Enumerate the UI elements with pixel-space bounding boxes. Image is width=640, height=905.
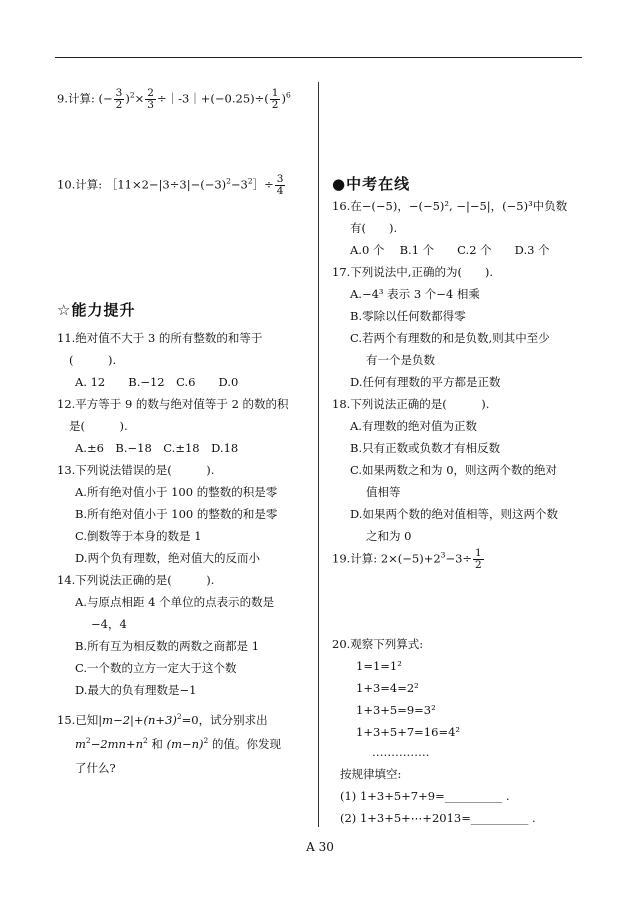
question-13-option-d: D.两个负有理数，绝对值大的反而小 [75,551,260,565]
question-10: 10.计算: $[11\times 2-|3\div 3|-(-3)^2-3^2]\div$ $\frac{3}{4}$ [57,173,284,197]
question-17-option-d: D.任何有理数的平方都是正数 [350,375,501,389]
question-17-option-b: B.零除以任何数都得零 [350,309,466,323]
question-18-option-b: B.只有正数或负数才有相反数 [350,441,501,455]
question-12-stem: 12.平方等于 9 的数与绝对值等于 2 的数的积 [57,397,289,411]
question-14-option-a: A.与原点相距 4 个单位的点表示的数是 [75,595,275,609]
fraction: $\frac{2}{3}$ [147,87,154,111]
section-title-exam: ●中考在线 [332,175,411,193]
question-17-option-a: A.−4³ 表示 3 个−4 相乘 [350,287,480,301]
section-title-ability: ☆能力提升 [57,301,136,319]
column-divider [318,82,319,827]
question-12-options: A.±6 B.−18 C.±18 D.18 [75,441,239,455]
fraction: $\frac{1}{2}$ [271,87,279,111]
question-17-stem: 17.下列说法中,正确的为( ). [332,265,494,279]
fraction: $\frac{1}{2}$ [475,547,482,571]
question-18-option-d-cont: 之和为 0 [366,529,412,543]
question-17-option-c-cont: 有一个是负数 [366,353,435,367]
question-11-blank: ( ). [69,353,117,367]
question-16-stem: 16.在−(−5)，−(−5)², −|−5|，(−5)³中负数 [332,199,568,213]
header-rule [55,57,582,58]
question-9: 9.计算: (− $\frac{3}{2}$ )$^2$× $\frac{2}{3}$ ÷｜-3｜+(−0.25)÷( $\frac{1}{2}$ )$^6$ [57,87,291,111]
question-11-stem: 11.绝对值不大于 3 的所有整数的和等于 [57,331,263,345]
equation-4: 1+3+5+7=16=4² [356,725,461,739]
fraction: $\frac{3}{2}$ [115,87,123,111]
question-19: 19.计算: $2\times(-5)+2^3-3\div$ $\frac{1}{2}$ [332,547,482,571]
blank-2: (2) 1+3+5+⋯+2013=__________ . [340,811,536,825]
fill-instruction: 按规律填空: [340,767,402,781]
question-13-option-b: B.所有绝对值小于 100 的整数的和是零 [75,507,278,521]
question-14-option-d: D.最大的负有理数是−1 [75,683,197,697]
question-13-stem: 13.下列说法错误的是( ). [57,463,215,477]
question-17-option-c: C.若两个有理数的和是负数,则其中至少 [350,331,550,345]
question-18-option-c: C.如果两数之和为 0，则这两个数的绝对 [350,463,558,477]
question-14-option-c: C.一个数的立方一定大于这个数 [75,661,237,675]
equation-1: 1=1=1² [356,659,402,673]
question-13-option-a: A.所有绝对值小于 100 的整数的积是零 [75,485,278,499]
ellipsis: …………… [372,745,430,759]
page-number: A 30 [306,840,334,854]
question-13-option-c: C.倒数等于本身的数是 1 [75,529,202,543]
question-16-blank: 有( ). [350,221,398,235]
question-11-options: A. 12 B.−12 C.6 D.0 [75,375,239,389]
question-18-option-a: A.有理数的绝对值为正数 [350,419,477,433]
equation-2: 1+3=4=2² [356,681,419,695]
question-18-option-c-cont: 值相等 [366,485,401,499]
question-18-stem: 18.下列说法正确的是( ). [332,397,490,411]
blank-1: (1) 1+3+5+7+9=__________ . [340,789,510,803]
question-12-blank: 是( ). [69,419,128,433]
question-14-stem: 14.下列说法正确的是( ). [57,573,215,587]
question-15-line-1: 15.已知$|m-2|+(n+3)^2=0$，试分别求出 [57,712,268,727]
question-16-options: A.0 个 B.1 个 C.2 个 D.3 个 [350,243,550,257]
fraction: $\frac{3}{4}$ [276,173,284,197]
question-15-line-3: 了什么? [75,761,116,775]
question-14-option-a-cont: −4，4 [91,617,127,631]
question-20-stem: 20.观察下列算式: [332,637,424,651]
equation-3: 1+3+5=9=3² [356,703,436,717]
question-18-option-d: D.如果两个数的绝对值相等，则这两个数 [350,507,558,521]
question-14-option-b: B.所有互为相反数的两数之商都是 1 [75,639,260,653]
question-15-line-2: $m^2-2mn+n^2$ 和 $(m-n)^2$ 的值。你发现 [75,736,281,751]
